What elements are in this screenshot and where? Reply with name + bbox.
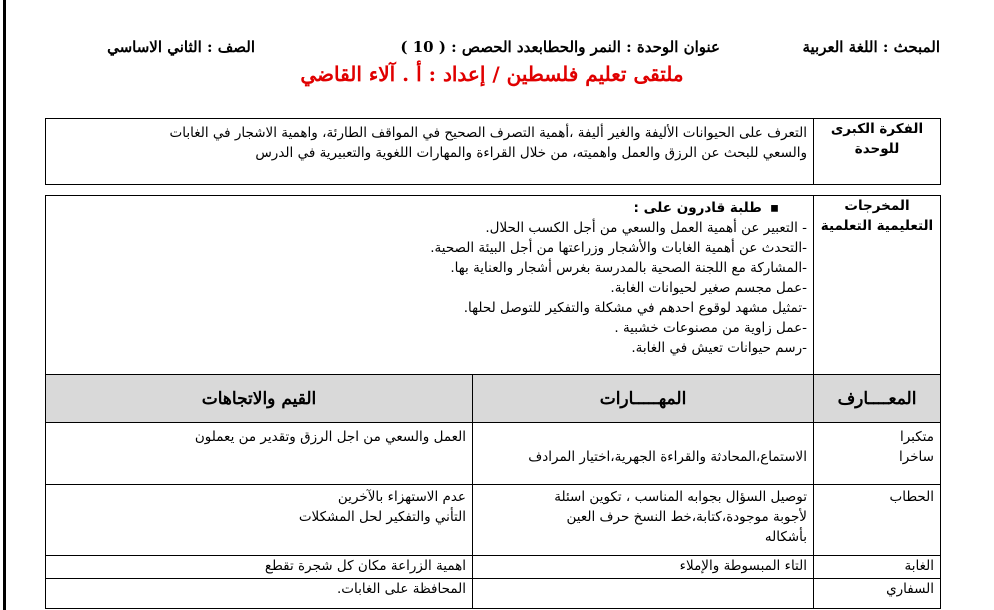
- values-cell: [46, 579, 473, 609]
- values-item: العمل والسعي من اجل الرزق وتقدير من يعملون: [194, 429, 466, 445]
- table-row: [46, 485, 941, 556]
- outcomes-label-line2: التعليمية التعلمية: [820, 218, 934, 234]
- outcomes-list: [46, 196, 814, 375]
- big-idea-line: والسعي للبحث عن الرزق والعمل واهميته، من خلال القراءة والمهارات اللغوية والتعبيرية في الدرس: [255, 145, 807, 161]
- header-unit: عنوان الوحدة : النمر والحطاب: [538, 38, 720, 56]
- bullet-icon: ▪: [769, 200, 779, 216]
- columns-header-row: [46, 375, 941, 423]
- col-values: القيم والاتجاهات: [46, 375, 473, 423]
- outcome-item: -المشاركة مع اللجنة الصحية بالمدرسة بغرس أشجار والعناية بها.: [450, 260, 807, 276]
- outcome-item: -رسم حيوانات تعيش في الغابة.: [631, 340, 807, 356]
- skills-cell: [473, 556, 814, 579]
- outcome-item: -التحدث عن أهمية الغابات والأشجار وزراعتها من أجل البيئة الصحية.: [430, 240, 807, 256]
- header-info-row: [44, 34, 940, 64]
- lesson-header: [44, 34, 940, 86]
- big-idea-label-line1: الفكرة الكبرى: [830, 121, 924, 137]
- skills-cell: [473, 485, 814, 556]
- values-cell: [46, 485, 473, 556]
- values-cell: [46, 423, 473, 485]
- outcomes-label-line1: المخرجات: [844, 198, 910, 214]
- knowledge-cell: [814, 556, 941, 579]
- big-idea-label-line2: للوحدة: [854, 141, 900, 157]
- knowledge-item: الغابة: [904, 558, 934, 574]
- skills-item: لأجوبة موجودة،كتابة،خط النسخ حرف العين: [566, 509, 807, 525]
- table-row: [46, 556, 941, 579]
- knowledge-item: ساخرا: [899, 449, 934, 465]
- skills-item: التاء المبسوطة والإملاء: [679, 558, 807, 574]
- outcome-item: - التعبير عن أهمية العمل والسعي من أجل الكسب الحلال.: [485, 220, 807, 236]
- values-item: اهمية الزراعة مكان كل شجرة تقطع: [264, 558, 466, 574]
- values-item: التأني والتفكير لحل المشكلات: [298, 509, 466, 525]
- skills-item: [479, 427, 807, 447]
- header-grade: الصف : الثاني الاساسي: [107, 38, 255, 56]
- unit-plan-table: [45, 118, 941, 609]
- knowledge-cell: [814, 423, 941, 485]
- values-cell: [46, 556, 473, 579]
- knowledge-item: الحطاب: [889, 489, 934, 505]
- knowledge-cell: [814, 579, 941, 609]
- outcome-item: -عمل زاوية من مصنوعات خشبية .: [614, 320, 807, 336]
- big-idea-row: [46, 119, 941, 185]
- header-unit-and-lessons: [400, 38, 720, 56]
- skills-item: توصيل السؤال بجوابه المناسب ، تكوين اسئلة: [554, 489, 807, 505]
- big-idea-line: التعرف على الحيوانات الأليفة والغير أليفة ،أهمية التصرف الصحيح في المواقف الطارئة، واهمية الاشجار في الغابات: [169, 125, 807, 141]
- values-item: المحافظة على الغابات.: [337, 581, 466, 597]
- outcomes-row: [46, 196, 941, 375]
- values-item: عدم الاستهزاء بالآخرين: [337, 489, 466, 505]
- outcome-item: -عمل مجسم صغير لحيوانات الغابة.: [610, 280, 807, 296]
- skills-cell: [473, 579, 814, 609]
- big-idea-label: [814, 119, 941, 185]
- skills-item: بأشكاله: [764, 529, 807, 545]
- col-knowledge: المعــــارف: [814, 375, 941, 423]
- outcomes-intro-text: طلبة قادرون على :: [633, 200, 762, 216]
- skills-cell: [473, 423, 814, 485]
- col-skills: المهـــــارات: [473, 375, 814, 423]
- big-idea-text: [46, 119, 814, 185]
- outcome-item: -تمثيل مشهد لوقوع احدهم في مشكلة والتفكير للتوصل لحلها.: [463, 300, 807, 316]
- knowledge-cell: [814, 485, 941, 556]
- page-left-rule: [3, 0, 6, 610]
- header-lessons: عدد الحصص : ( 10 ): [400, 38, 539, 56]
- spacer-row: [46, 185, 941, 196]
- table-row: [46, 579, 941, 609]
- header-subject: المبحث : اللغة العربية: [802, 38, 940, 56]
- spacer: [46, 185, 941, 196]
- table-row: [46, 423, 941, 485]
- header-title: ملتقى تعليم فلسطين / إعداد : أ . آلاء القاضي: [300, 62, 684, 86]
- outcomes-intro: [52, 198, 807, 218]
- outcomes-label: [814, 196, 941, 375]
- knowledge-item: السفاري: [886, 581, 934, 597]
- skills-item: الاستماع،المحادثة والقراءة الجهرية،اختيار المرادف: [528, 449, 807, 465]
- knowledge-item: متكبرا: [899, 429, 934, 445]
